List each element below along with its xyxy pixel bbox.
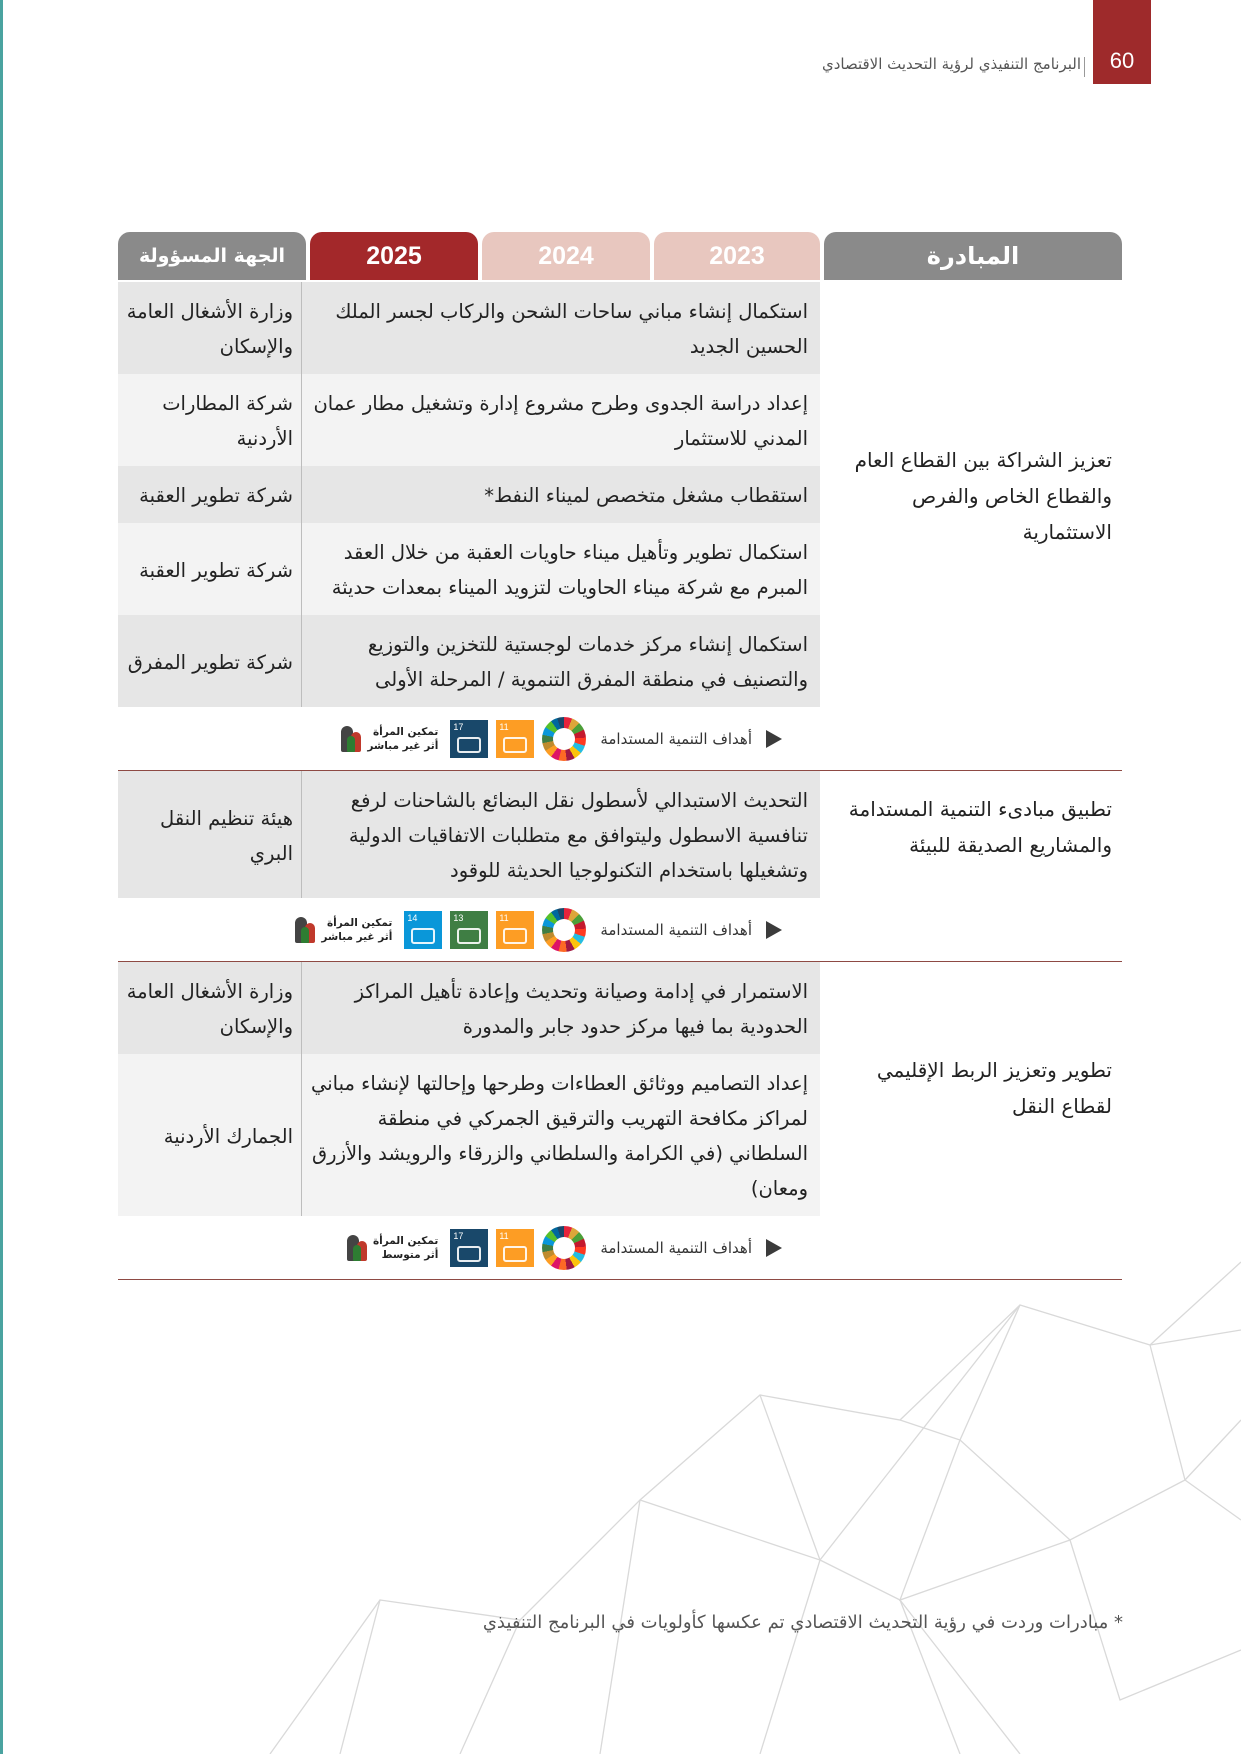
sdg-label: أهداف التنمية المستدامة (600, 1239, 752, 1257)
sdg-goal-tile-icon: 13 (450, 911, 488, 949)
action-cell: استكمال إنشاء مباني ساحات الشحن والركاب لجسر الملك الحسين الجديد (301, 282, 820, 374)
women-empowerment-label: تمكين المرأة (372, 726, 439, 738)
sdg-goal-tile-icon: 17 (450, 720, 488, 758)
action-cell: الاستمرار في إدامة وصيانة وتحديث وإعادة تأهيل المراكز الحدودية بما فيها مركز حدود جابر والمدورة (301, 962, 820, 1054)
group-rows (118, 962, 1122, 1216)
sdg-wheel-icon (542, 908, 586, 952)
sdg-goal-tile-icon: 14 (404, 911, 442, 949)
header-separator (1084, 57, 1085, 77)
group-rows (118, 771, 1122, 898)
women-empowerment-label: تمكين المرأة (326, 917, 393, 929)
women-empowerment-label: تمكين المرأة (372, 1235, 439, 1247)
women-empowerment (293, 913, 392, 947)
column-header-2025: 2025 (310, 232, 478, 280)
sdg-indicators (293, 898, 782, 962)
women-empowerment (345, 1231, 438, 1265)
initiative-group (118, 771, 1122, 962)
column-header-2023: 2023 (654, 232, 820, 280)
sdg-row (118, 707, 1122, 771)
page-number: 60 (1093, 0, 1151, 84)
women-figures-icon (345, 1231, 369, 1265)
table-row (118, 962, 1122, 1054)
sdg-goal-tile-icon: 11 (496, 911, 534, 949)
action-cell: إعداد التصاميم ووثائق العطاءات وطرحها وإحالتها لإنشاء مباني لمراكز مكافحة التهريب والترقيق الجمركي في منطقة السلطاني (في الكرامة والسلطاني والزرقاء والرويشد والأزرق ومعان) (301, 1054, 820, 1216)
initiative-title: تطوير وتعزيز الربط الإقليمي لقطاع النقل (876, 1058, 1112, 1118)
women-figures-icon (339, 722, 363, 756)
table-row (118, 1054, 1122, 1216)
sdg-label: أهداف التنمية المستدامة (600, 730, 752, 748)
action-cell: استكمال إنشاء مركز خدمات لوجستية للتخزين والتوزيع والتصنيف في منطقة المفرق التنموية / المرحلة الأولى (301, 615, 820, 707)
sdg-row (118, 1216, 1122, 1280)
initiatives-table (118, 232, 1122, 1280)
action-cell: استقطاب مشغل متخصص لميناء النفط* (301, 466, 820, 523)
action-cell: التحديث الاستبدالي لأسطول نقل البضائع بالشاحنات لرفع تنافسية الاسطول وليتوافق مع متطلبات الاتفاقيات الدولية وتشغيلها باستخدام التكنولوجيا الحديثة للوقود (301, 771, 820, 898)
sdg-wheel-icon (542, 717, 586, 761)
sdg-goal-tile-icon: 11 (496, 720, 534, 758)
sdg-goal-tile-icon: 17 (450, 1229, 488, 1267)
initiative-title: تطبيق مبادىء التنمية المستدامة والمشاريع الصديقة للبيئة (848, 797, 1112, 857)
table-header (118, 232, 1122, 282)
impact-level: أثر غير مباشر (367, 740, 439, 752)
table-row (118, 374, 1122, 466)
triangle-arrow-icon (766, 921, 782, 939)
women-empowerment (339, 722, 438, 756)
group-rows (118, 282, 1122, 707)
sdg-wheel-icon (542, 1226, 586, 1270)
entity-cell: شركة تطوير العقبة (139, 484, 293, 507)
sdg-row (118, 898, 1122, 962)
table-row (118, 523, 1122, 615)
table-row (118, 771, 1122, 898)
sdg-indicators (339, 707, 782, 771)
table-row (118, 466, 1122, 523)
footnote: * مبادرات وردت في رؤية التحديث الاقتصادي تم عكسها كأولويات في البرنامج التنفيذي (482, 1612, 1123, 1633)
left-edge-rule (0, 0, 3, 1754)
sdg-indicators (345, 1216, 782, 1280)
triangle-arrow-icon (766, 1239, 782, 1257)
header-title: البرنامج التنفيذي لرؤية التحديث الاقتصادي (821, 55, 1081, 73)
column-header-entity: الجهة المسؤولة (118, 232, 306, 280)
column-header-2024: 2024 (482, 232, 650, 280)
entity-cell: شركة تطوير المفرق (127, 650, 293, 674)
column-header-initiative: المبادرة (824, 232, 1122, 280)
action-cell: استكمال تطوير وتأهيل ميناء حاويات العقبة من خلال العقد المبرم مع شركة ميناء الحاويات لتزويد الميناء بمعدات حديثة (301, 523, 820, 615)
table-row (118, 282, 1122, 374)
women-figures-icon (293, 913, 317, 947)
initiative-group (118, 962, 1122, 1280)
entity-cell: وزارة الأشغال العامة والإسكان (126, 980, 293, 1038)
entity-cell: شركة المطارات الأردنية (162, 392, 293, 450)
entity-cell: هيئة تنظيم النقل البري (160, 806, 293, 865)
impact-level: أثر غير مباشر (321, 931, 393, 943)
initiative-title: تعزيز الشراكة بين القطاع العام والقطاع الخاص والفرص الاستثمارية (854, 448, 1112, 544)
initiative-group (118, 282, 1122, 771)
entity-cell: الجمارك الأردنية (163, 1124, 293, 1148)
action-cell: إعداد دراسة الجدوى وطرح مشروع إدارة وتشغيل مطار عمان المدني للاستثمار (301, 374, 820, 466)
sdg-label: أهداف التنمية المستدامة (600, 921, 752, 939)
table-row (118, 615, 1122, 707)
triangle-arrow-icon (766, 730, 782, 748)
entity-cell: وزارة الأشغال العامة والإسكان (126, 300, 293, 358)
impact-level: أثر متوسط (381, 1249, 439, 1261)
sdg-goal-tile-icon: 11 (496, 1229, 534, 1267)
entity-cell: شركة تطوير العقبة (139, 558, 293, 582)
